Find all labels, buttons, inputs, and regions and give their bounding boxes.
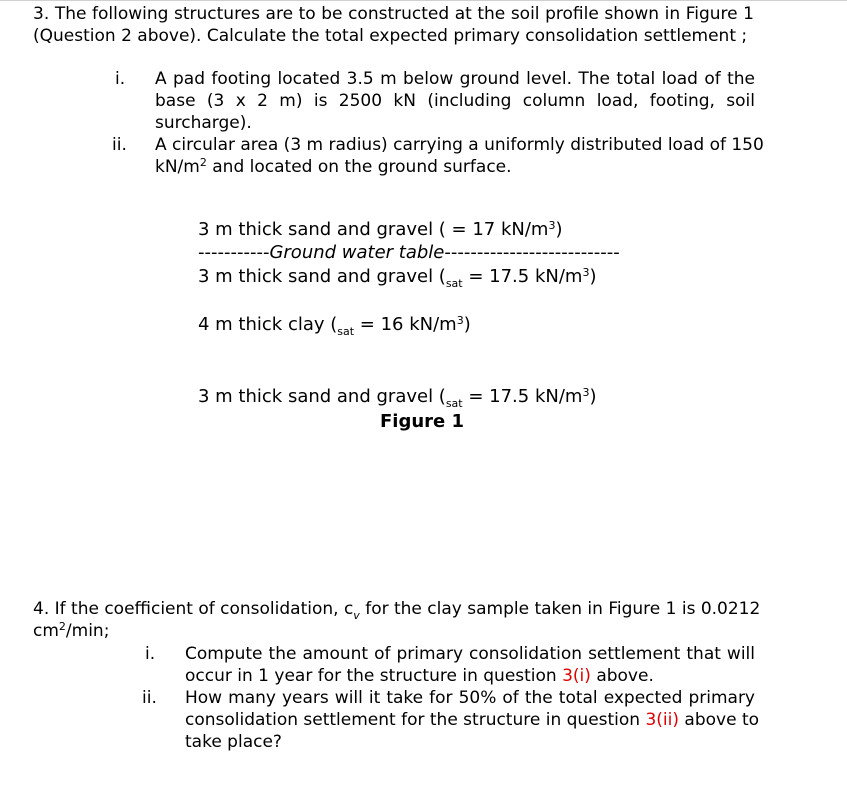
q3-item-ii-line2: $kN/m^2$ and located on the ground surface. [155,156,512,177]
q3-item-i-line2: base (3 x 2 m) is 2500 kN (including column load, footing, soil [155,91,755,111]
layer-3-clay-label: 4 m thick clay ($_{sat} = 16$ $kN/m^3$) [198,314,471,338]
q4-item-i-line1: Compute the amount of primary consolidation settlement that will [185,644,755,664]
q4-line1: 4. If the coefficient of consolidation, $c_v$ for the clay sample taken in Figure 1 is 0.0212 [33,599,761,622]
q3-item-i-marker: i. [115,69,126,89]
q4-item-ii-marker: ii. [142,688,157,708]
q4-item-ii-line3: take place? [185,732,282,752]
q3-item-i-line3: surcharge). [155,113,252,133]
top-border [0,0,847,1]
groundwater-table-line: -----------Ground water table--------------------------- [198,242,620,263]
figure-caption: Figure 1 [380,411,465,432]
q4-item-i-line2: occur in 1 year for the structure in question 3(i) above. [185,666,654,686]
q3-item-ii-line1: A circular area (3 m radius) carrying a uniformly distributed load of 150 [155,135,764,155]
reference-link-3ii[interactable]: 3(ii) [645,710,680,730]
q4-item-ii-line1: How many years will it take for 50% of the total expected primary [185,688,755,708]
layer-2-label: 3 m thick sand and gravel ($_{sat} = 17.5$ $kN/m^3$) [198,266,597,290]
reference-link-3i[interactable]: 3(i) [562,666,591,686]
q4-line2: $cm^2/\min$; [33,620,110,641]
q4-item-i-marker: i. [145,644,156,664]
q3-line1: 3. The following structures are to be constructed at the soil profile shown in Figure 1 [33,4,754,24]
q3-item-ii-marker: ii. [112,135,127,155]
q3-item-i-line1: A pad footing located 3.5 m below ground level. The total load of the [155,69,755,89]
layer-1-label: 3 m thick sand and gravel ( = 17 $kN/m^3$) [198,219,563,240]
q3-line2: (Question 2 above). Calculate the total expected primary consolidation settlement ; [33,26,748,46]
layer-4-label: 3 m thick sand and gravel ($_{sat} = 17.5$ $kN/m^3$) [198,386,597,410]
q4-item-ii-line2: consolidation settlement for the structure in question 3(ii) above to [185,710,760,730]
